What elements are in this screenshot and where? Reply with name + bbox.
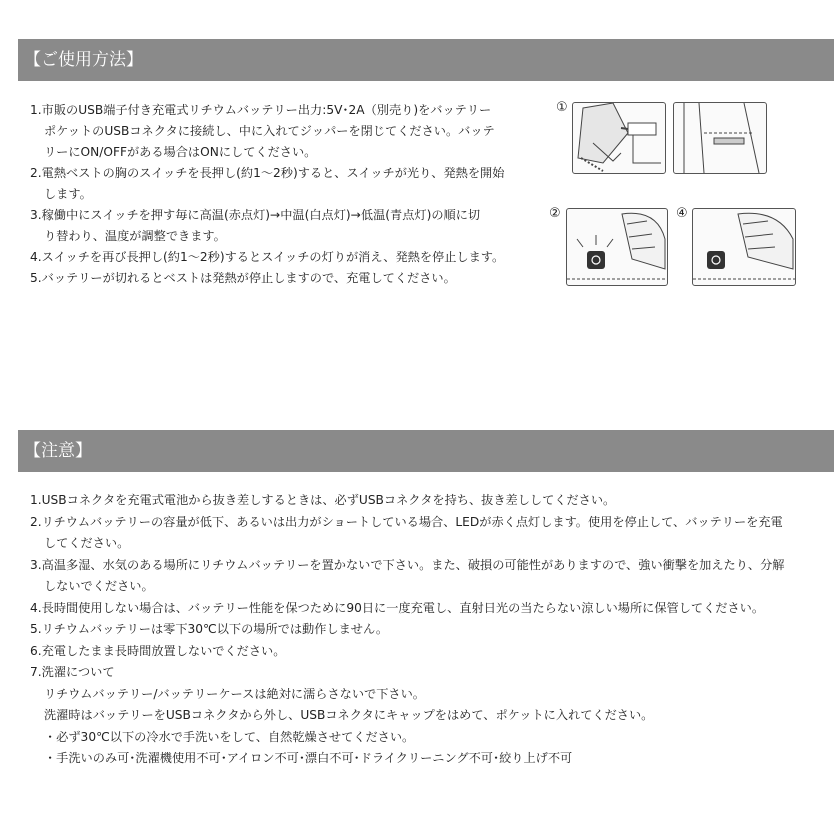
caution-item-continuation: リチウムバッテリー/バッテリーケースは絶対に濡らさないで下さい。 [44, 686, 425, 701]
caution-item-continuation: ・必ず30℃以下の冷水で手洗いをして、自然乾燥させてください。 [44, 729, 415, 744]
caution-item-continuation: ・手洗いのみ可･洗濯機使用不可･アイロン不可･漂白不可･ドライクリーニング不可･絞り上げ不可 [44, 751, 573, 765]
usage-item [30, 247, 550, 268]
usage-item-text: 5.バッテリーが切れるとベストは発熱が停止しますので、充電してください。 [30, 271, 456, 285]
usage-item-continuation: リーにON/OFFがある場合はONにしてください。 [44, 145, 317, 159]
caution-item [30, 512, 830, 555]
usage-item-continuation: り替わり、温度が調整できます。 [44, 229, 226, 243]
caution-item-text: 3.高温多湿、水気のある場所にリチウムバッテリーを置かないで下さい。また、破損の可能性がありますので、強い衝撃を加えたり、分解 [30, 557, 785, 572]
usage-item [30, 268, 550, 289]
usage-section-header [18, 39, 834, 81]
figure-4-label: ④ [676, 206, 688, 221]
caution-item [30, 619, 830, 641]
usage-item-text: 2.電熱ベストの胸のスイッチを長押し(約1～2秒)すると、スイッチが光り、発熱を開始 [30, 166, 505, 180]
usage-item [30, 205, 550, 247]
caution-item-text: 1.USBコネクタを充電式電池から抜き差しするときは、必ずUSBコネクタを持ち、抜き差ししてください。 [30, 493, 616, 507]
caution-section-header [18, 430, 834, 472]
caution-item-continuation: しないでください。 [44, 579, 154, 593]
switch-off-illustration [693, 209, 795, 285]
figure-2-label: ② [549, 206, 561, 221]
caution-list [30, 490, 830, 770]
caution-item-continuation: 洗濯時はバッテリーをUSBコネクタから外し、USBコネクタにキャップをはめて、ポケットに入れてください。 [44, 708, 654, 722]
figure-1-battery-pocket [572, 102, 666, 174]
caution-item-text: 7.洗濯について [30, 665, 115, 679]
caution-item [30, 490, 830, 512]
caution-item-text: 2.リチウムバッテリーの容量が低下、あるいは出力がショートしている場合、LEDが赤く点灯します。使用を停止して、バッテリーを充電 [30, 514, 783, 529]
switch-glow-illustration [567, 209, 667, 285]
battery-pocket-illustration [573, 103, 665, 173]
figure-pocket-zip [673, 102, 767, 174]
figure-2-switch-press [566, 208, 668, 286]
caution-item-continuation: してください。 [44, 536, 130, 550]
usage-item-text: 1.市販のUSB端子付き充電式リチウムバッテリー出力:5V･2A（別売り)をバッテリー [30, 103, 492, 117]
usage-item [30, 100, 550, 163]
figure-1-label: ① [556, 100, 568, 115]
figure-4-switch-off [692, 208, 796, 286]
caution-item [30, 662, 830, 770]
usage-item [30, 163, 550, 205]
caution-item-text: 5.リチウムバッテリーは零下30℃以下の場所では動作しません。 [30, 622, 389, 636]
pocket-zip-illustration [674, 103, 766, 173]
usage-list [30, 100, 550, 289]
usage-item-text: 4.スイッチを再び長押し(約1～2秒)するとスイッチの灯りが消え、発熱を停止します。 [30, 250, 505, 264]
usage-title: 【ご使用方法】 [24, 50, 143, 70]
caution-item-text: 4.長時間使用しない場合は、バッテリー性能を保つために90日に一度充電し、直射日光の当たらない涼しい場所に保管してください。 [30, 600, 765, 615]
usage-item-continuation: します。 [44, 187, 92, 201]
usage-item-text: 3.稼働中にスイッチを押す毎に高温(赤点灯)→中温(白点灯)→低温(青点灯)の順に切 [30, 208, 481, 222]
caution-item [30, 598, 830, 620]
usage-item-continuation: ポケットのUSBコネクタに接続し、中に入れてジッパーを閉じてください。バッテ [44, 124, 495, 138]
caution-item [30, 555, 830, 598]
caution-item [30, 641, 830, 663]
caution-title: 【注意】 [24, 441, 92, 461]
caution-item-text: 6.充電したまま長時間放置しないでください。 [30, 643, 286, 658]
